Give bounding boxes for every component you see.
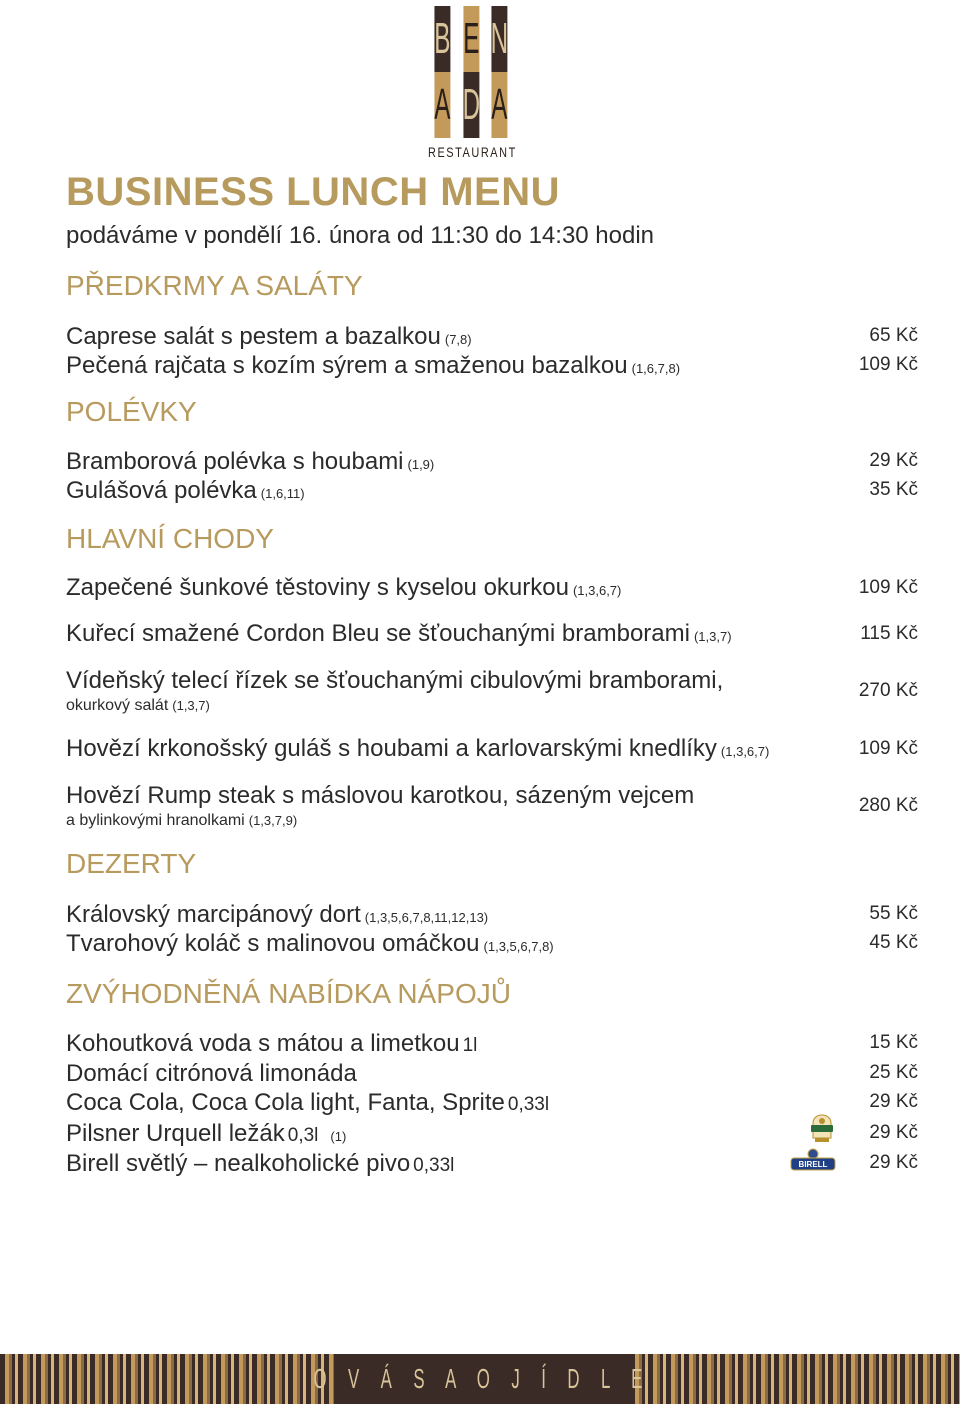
allergens: (1,3,6,7) — [720, 744, 770, 759]
menu-item: Birell světlý – nealkoholické pivo 0,33l — [66, 1150, 455, 1177]
allergens: (1,6,11) — [260, 486, 305, 501]
logo-letter: A — [492, 72, 508, 138]
item-price: 45 Kč — [869, 932, 918, 953]
logo-letter: D — [463, 72, 479, 138]
item-price: 270 Kč — [858, 680, 918, 701]
logo-grid — [428, 6, 514, 138]
item-price: 109 Kč — [858, 738, 918, 759]
svg-text:BIRELL: BIRELL — [798, 1160, 828, 1169]
volume: 1l — [462, 1035, 478, 1056]
item-price: 29 Kč — [869, 1122, 918, 1143]
item-price: 280 Kč — [858, 795, 918, 816]
pilsner-urquell-logo — [808, 1114, 836, 1144]
allergens: (7,8) — [444, 332, 472, 347]
logo-subtitle: RESTAURANT — [428, 144, 517, 160]
allergens: (1) — [330, 1129, 347, 1144]
menu-item: Pilsner Urquell ležák 0,3l (1) — [66, 1120, 347, 1147]
item-price: 25 Kč — [869, 1062, 918, 1083]
menu-item: Coca Cola, Coca Cola light, Fanta, Sprite 0,33l — [66, 1089, 550, 1116]
menu-item: Gulášová polévka (1,6,11) — [66, 477, 305, 504]
menu-item: Domácí citrónová limonáda — [66, 1060, 357, 1087]
item-price: 55 Kč — [869, 903, 918, 924]
birell-logo — [790, 1148, 836, 1172]
item-price: 29 Kč — [869, 1152, 918, 1173]
volume: 0,33l — [413, 1155, 455, 1176]
restaurant-logo — [428, 6, 517, 162]
item-price: 29 Kč — [869, 1091, 918, 1112]
allergens: (1,6,7,8) — [631, 361, 681, 376]
logo-letter: E — [463, 6, 479, 72]
menu-item: Tvarohový koláč s malinovou omáčkou (1,3,5,6,7,8) — [66, 930, 554, 957]
menu-item: Kohoutková voda s mátou a limetkou 1l — [66, 1030, 478, 1057]
item-price: 35 Kč — [869, 479, 918, 500]
volume: 0,3l — [287, 1125, 319, 1146]
menu-item: Hovězí krkonošský guláš s houbami a karlovarskými knedlíky (1,3,6,7) — [66, 735, 770, 762]
section-heading-desserts: DEZERTY — [66, 848, 197, 879]
menu-item: Vídeňský telecí řízek se šťouchanými cibulovými bramborami, — [66, 667, 724, 694]
menu-item: Caprese salát s pestem a bazalkou (7,8) — [66, 323, 472, 350]
menu-item: Zapečené šunkové těstoviny s kyselou okurkou (1,3,6,7) — [66, 574, 622, 601]
item-price: 65 Kč — [869, 325, 918, 346]
allergens: (1,3,5,6,7,8,11,12,13) — [364, 910, 489, 925]
item-price: 109 Kč — [858, 354, 918, 375]
allergens: (1,3,5,6,7,8) — [483, 939, 554, 954]
menu-item: Pečená rajčata s kozím sýrem a smaženou bazalkou (1,6,7,8) — [66, 352, 681, 379]
logo-letter: N — [492, 6, 508, 72]
allergens: (1,9) — [407, 457, 435, 472]
allergens: (1,3,7) — [693, 629, 732, 644]
item-price: 109 Kč — [858, 577, 918, 598]
menu-item-line2: okurkový salát (1,3,7) — [66, 697, 210, 714]
allergens: (1,3,7,9) — [248, 813, 298, 828]
menu-title: BUSINESS LUNCH MENU — [66, 170, 560, 214]
section-heading-starters: PŘEDKRMY A SALÁTY — [66, 270, 363, 301]
footer-label: O V Á S A O J Í D L E — [334, 1354, 630, 1404]
item-price: 115 Kč — [860, 623, 918, 644]
menu-subtitle: podáváme v pondělí 16. února od 11:30 do 14:30 hodin — [66, 222, 655, 249]
menu-item: Královský marcipánový dort (1,3,5,6,7,8,11,12,13) — [66, 901, 489, 928]
volume: 0,33l — [507, 1094, 550, 1115]
section-heading-mains: HLAVNÍ CHODY — [66, 523, 274, 554]
menu-item-line2: a bylinkovými hranolkami (1,3,7,9) — [66, 812, 298, 829]
allergens: (1,3,7) — [172, 698, 210, 713]
menu-item: Bramborová polévka s houbami (1,9) — [66, 448, 435, 475]
item-price: 15 Kč — [869, 1032, 918, 1053]
item-price: 29 Kč — [869, 450, 918, 471]
menu-item: Kuřecí smažené Cordon Bleu se šťouchanými bramborami (1,3,7) — [66, 620, 732, 647]
logo-letter: B — [434, 6, 450, 72]
section-heading-drinks: ZVÝHODNĚNÁ NABÍDKA NÁPOJŮ — [66, 978, 511, 1009]
menu-item: Hovězí Rump steak s máslovou karotkou, sázeným vejcem — [66, 782, 695, 809]
logo-letter: A — [434, 72, 450, 138]
section-heading-soups: POLÉVKY — [66, 396, 197, 427]
allergens: (1,3,6,7) — [572, 583, 622, 598]
